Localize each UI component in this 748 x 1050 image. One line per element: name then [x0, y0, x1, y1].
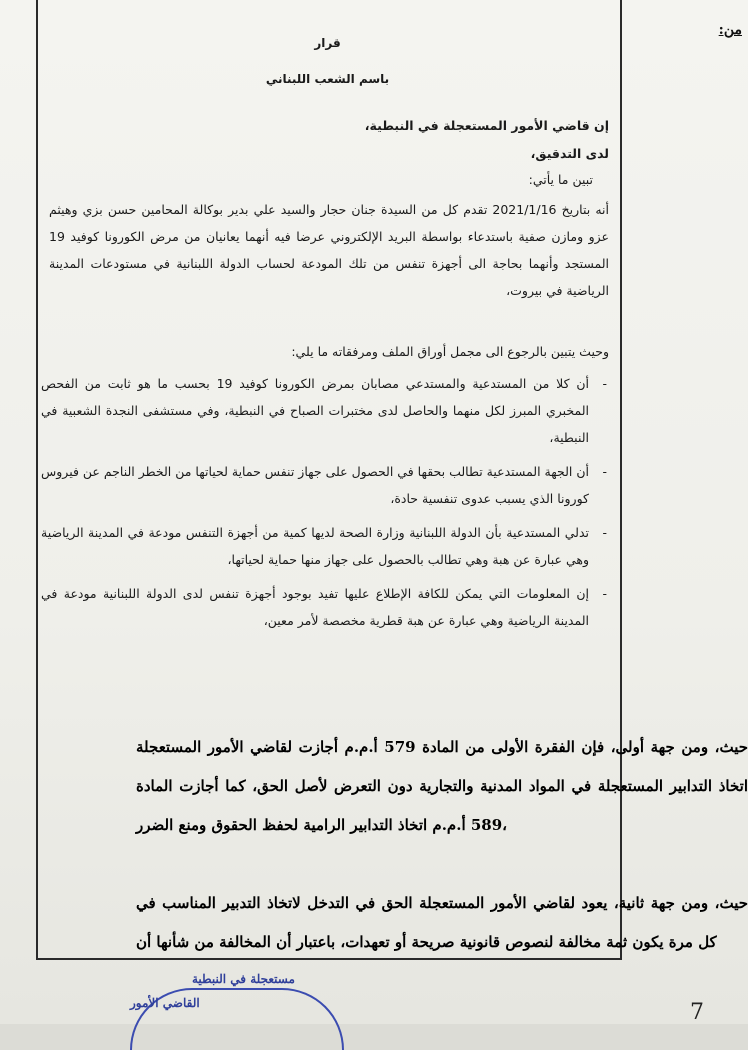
list-item: - أن كلا من المستدعية والمستدعي مصابان بمرض الكورونا كوفيد 19 بحسب ما هو ثابت من الفحص المخبري المبرز لكل منهما والحاصل لدى مختبرات الصباح في النبطية، وفي مستشفى النجدة الشعبية في النبطية، — [41, 370, 611, 451]
document-title: قرار — [314, 36, 341, 50]
first-ground-paragraph: حيث، ومن جهة أولى، فإن الفقرة الأولى من المادة 579 أ.م.م أجازت لقاضي الأمور المستعجلة اتخاذ التدابير المستعجلة في المواد المدنية والتجارية دون التعرض لأصل الحق، كما أجازت المادة 589 أ.م.م اتخاذ التدابير الرامية لحفظ الحقوق ومنع الضرر، — [136, 738, 748, 834]
stamp-text-left: القاضي الأمور — [130, 996, 200, 1010]
list-item: - إن المعلومات التي يمكن للكافة الإطلاع عليها تفيد بوجود أجهزة تنفس لدى الدولة اللبنانية مودعة في المدينة الرياضية وهي عبارة عن هبة قطرية مخصصة لأمر معين، — [41, 580, 611, 634]
second-ground-paragraph: حيث، ومن جهة ثانية، يعود لقاضي الأمور المستعجلة الحق في التدخل لاتخاذ التدبير المناسب في كل مرة يكون ثمة مخالفة لنصوص قانونية صريحة أو تعهدات، باعتبار أن المخالفة من شأنها أن — [136, 894, 748, 951]
list-item: - تدلي المستدعية بأن الدولة اللبنانية وزارة الصحة لديها كمية من أجهزة التنفس مودعة في المدينة الرياضية وهي عبارة عن هبة وهي تطالب بالحصول على جهاز منها حماية لحياتها، — [41, 519, 611, 573]
list-item: - أن الجهة المستدعية تطالب بحقها في الحصول على جهاز تنفس حماية لحياتها من الخطر الناجم عن فيروس كورونا الذي يسبب عدوى تنفسية حادة، — [41, 458, 611, 512]
document-subtitle: باسم الشعب اللبناني — [265, 72, 390, 86]
judge-line: إن قاضي الأمور المستعجلة في النبطية، — [364, 118, 609, 133]
found-line: تبين ما يأتي: — [528, 172, 593, 187]
documents-intro: وحيث يتبين بالرجوع الى مجمل أوراق الملف ومرفقاته ما يلي: — [291, 344, 609, 359]
findings-list — [41, 370, 611, 641]
page-number: 7 — [690, 1000, 704, 1025]
frame-left-rule — [36, 0, 38, 960]
margin-label: من: — [718, 22, 742, 38]
stamp-text-top: مستعجلة في النبطية — [192, 972, 295, 986]
review-line: لدى التدقيق، — [530, 146, 609, 161]
facts-paragraph: أنه بتاريخ 2021/1/16 تقدم كل من السيدة جنان حجار والسيد علي بدير بوكالة المحامين حسن بزي وهيثم عزو ومازن صفية باستدعاء بواسطة البريد الإلكتروني عرضا فيه أنهما يعانيان من مرض الكورونا كوفيد 19 المستجد وأنهما بحاجة الى أجهزة تنفس من تلك المودعة لحساب الدولة اللبنانية في مستودعات المدينة الرياضية في بيروت، — [49, 202, 609, 298]
court-stamp — [130, 968, 340, 1028]
